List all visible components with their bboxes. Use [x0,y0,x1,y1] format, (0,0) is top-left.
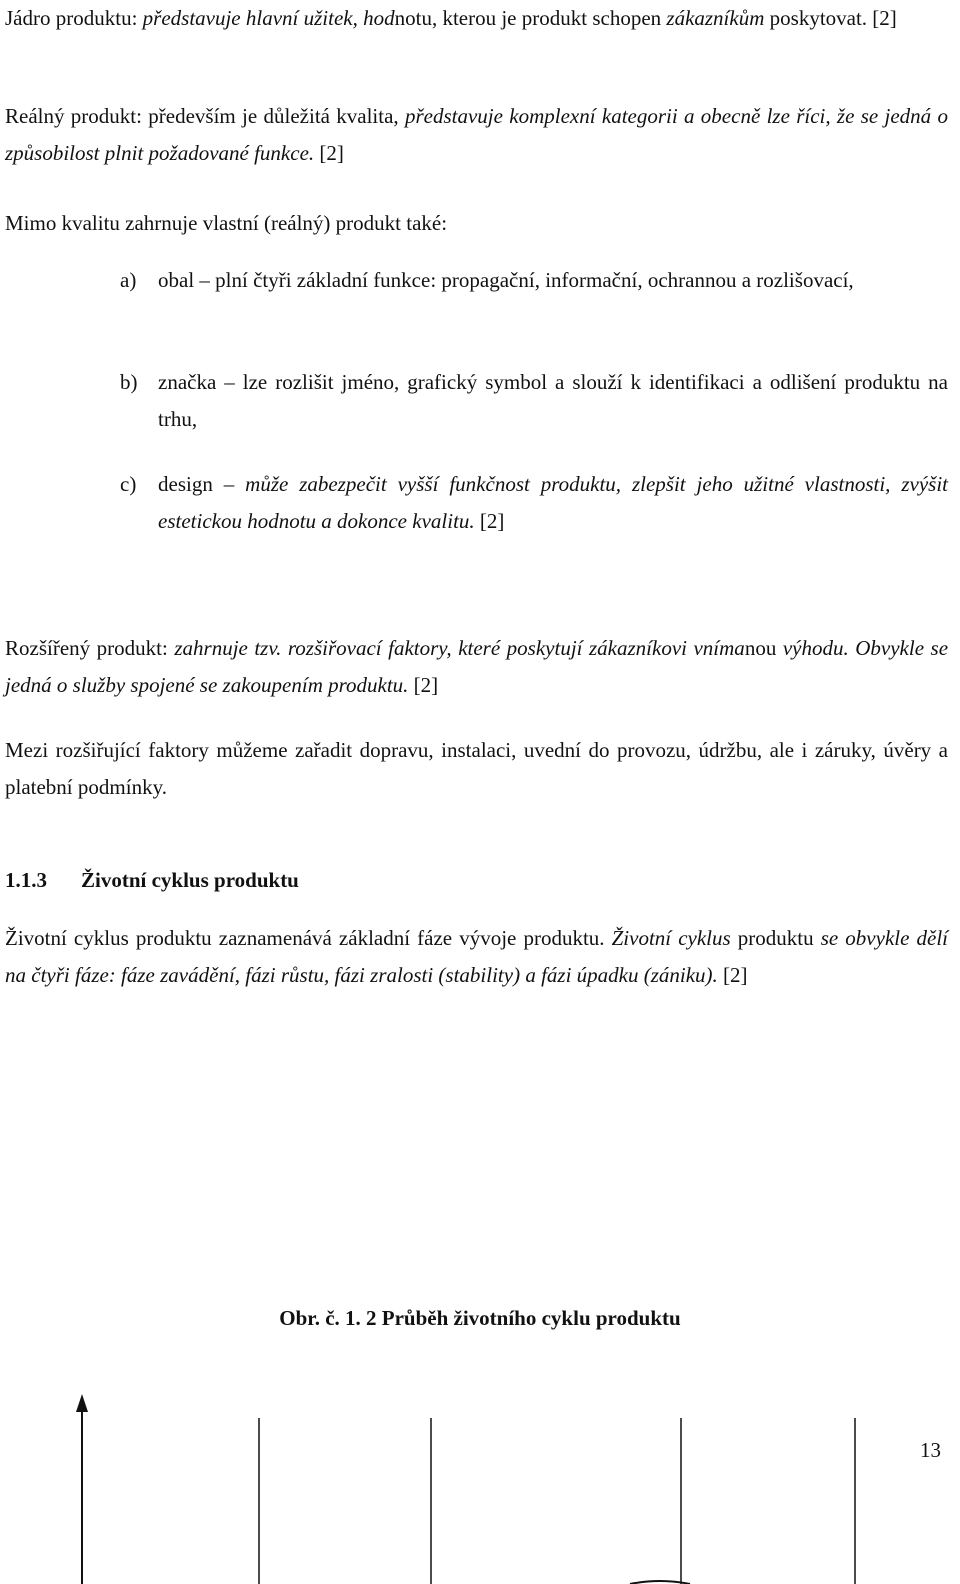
section-heading [5,862,299,899]
list-text: obal – plní čtyři základní funkce: propagační, informační, ochrannou a rozlišovací, [158,268,854,292]
paragraph-extending-factors: Mezi rozšiřující faktory můžeme zařadit dopravu, instalaci, uvední do provozu, údržbu, ale i záruky, úvěry a platební podmínky. [5,738,948,799]
list-item-brand [120,364,948,438]
y-axis-arrowhead [76,1394,88,1412]
paragraph-core-product [5,0,948,37]
list-item-design [120,466,948,540]
text-run-italic: může zabezpečit vyšší funkčnost produktu, zlepšit jeho užitné vlastnosti, zvýšit estetickou hodnotu a dokonce kvalitu. [158,472,948,533]
text-run: produktu [730,926,821,950]
paragraph-real-product [5,98,948,172]
text-run: [2] [408,673,439,697]
text-run: Životní cyklus produktu zaznamenává základní fáze vývoje produktu. [5,926,612,950]
text-run-italic: se obvykle dělí na čtyři fáze: fáze zavádění, fázi růstu, fázi zralosti (stability) a fázi úpadku (zániku). [5,926,949,987]
paragraph-lifecycle [5,920,948,994]
list-marker: c) [120,472,137,496]
text-run-italic: představuje komplexní kategorii a obecně lze říci, že se jedná o způsobilost plnit požadované funkce. [5,104,948,165]
text-run: nou [744,636,783,660]
lifecycle-diagram [0,1390,960,1584]
page-number: 13 [920,1438,941,1462]
paragraph-extended-product [5,630,948,704]
text-run: design – [158,472,246,496]
text-run-italic: Životní cyklus [611,926,731,950]
section-number: 1.1.3 [5,868,47,892]
text-run-italic: výhodu. Obvykle se jedná o služby spojené se zakoupením produktu. [5,636,949,697]
text-run-italic: zahrnuje tzv. rozšiřovací faktory, které poskytují zákazníkovi vníma [174,636,745,660]
text-run: Rozšířený produkt: [5,636,175,660]
list-marker: a) [120,268,137,292]
text-run-italic: zákazníkům [666,6,765,30]
section-title: Životní cyklus produktu [81,868,299,892]
figure-caption: Obr. č. 1. 2 Průběh životního cyklu produktu [279,1306,681,1330]
text-run: [2] [474,509,505,533]
list-text: značka – lze rozlišit jméno, grafický symbol a slouží k identifikaci a odlišení produktu na trhu, [158,370,948,431]
text-run-italic: představuje hlavní užitek, hod [142,6,395,30]
text-run: Reálný produkt: především je důležitá kvalita, [5,104,405,128]
text-run: [2] [717,963,748,987]
paragraph-beyond-quality: Mimo kvalitu zahrnuje vlastní (reálný) produkt také: [5,211,448,235]
text-run: Jádro produktu: [5,6,143,30]
list-item-packaging [120,262,948,299]
list-text [158,466,948,540]
text-run: [2] [314,141,344,165]
text-run: notu, kterou je produkt schopen [394,6,667,30]
list-marker: b) [120,370,138,394]
text-run: poskytovat. [2] [764,6,897,30]
